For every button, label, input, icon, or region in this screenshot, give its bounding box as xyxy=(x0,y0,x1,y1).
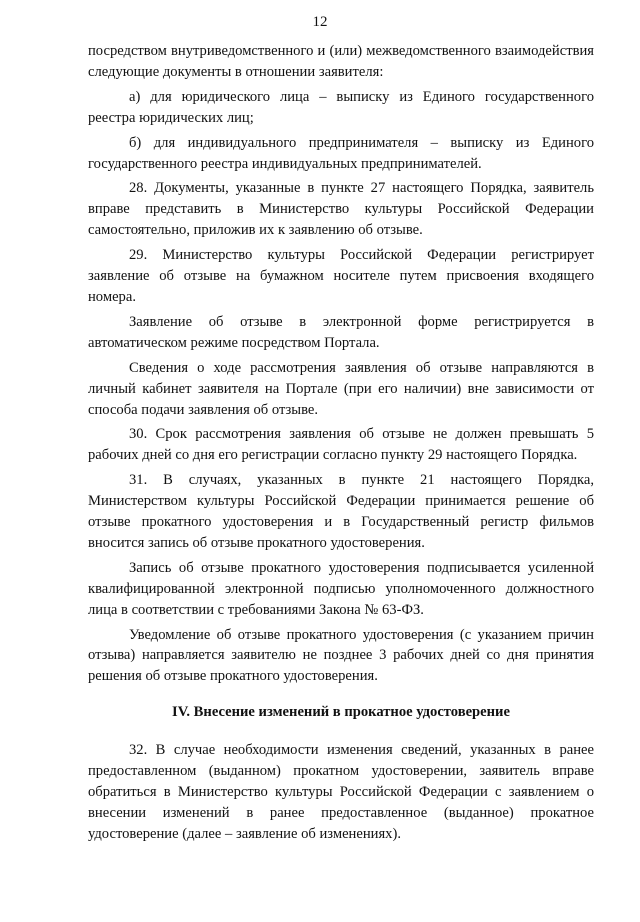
paragraph-31-record: Запись об отзыве прокатного удостоверения подписывается усиленной квалифицированной электронной подписью уполномоченного должностного лица в соответствии с требованиями Закона № 63-ФЗ. xyxy=(88,559,594,618)
paragraph-29-status: Сведения о ходе рассмотрения заявления об отзыве направляются в личный кабинет заявителя на Портале (при его наличии) вне зависимости от способа подачи заявления об отзыве. xyxy=(88,359,594,418)
paragraph-item-a: а) для юридического лица – выписку из Единого государственного реестра юридических лиц; xyxy=(88,88,594,126)
paragraph-31-notice: Уведомление об отзыве прокатного удостоверения (с указанием причин отзыва) направляется заявителю не позднее 3 рабочих дней со дня принятия решения об отзыве прокатного удостоверения. xyxy=(88,626,594,685)
paragraph-continuation: посредством внутриведомственного и (или) межведомственного взаимодействия следующие документы в отношении заявителя: xyxy=(88,43,594,80)
paragraph-29: 29. Министерство культуры Российской Федерации регистрирует заявление об отзыве на бумажном носителе путем присвоения входящего номера. xyxy=(88,247,594,305)
paragraph-28: 28. Документы, указанные в пункте 27 настоящего Порядка, заявитель вправе представить в Министерство культуры Российской Федерации самостоятельно, приложив их к заявлению об отзыве. xyxy=(88,180,594,239)
paragraph-30: 30. Срок рассмотрения заявления об отзыве не должен превышать 5 рабочих дней со дня его регистрации согласно пункту 29 настоящего Порядка. xyxy=(88,426,594,464)
document-body xyxy=(88,41,594,845)
paragraph-31: 31. В случаях, указанных в пункте 21 настоящего Порядка, Министерством культуры Российской Федерации принимается решение об отзыве прокатного удостоверения и в Государственный регистр фильмов вносится запись об отзыве прокатного удостоверения. xyxy=(88,472,594,551)
page-number: 12 xyxy=(312,14,328,30)
section-heading: IV. Внесение изменений в прокатное удостоверение xyxy=(172,704,510,721)
paragraph-29-electronic: Заявление об отзыве в электронной форме регистрируется в автоматическом режиме посредством Портала. xyxy=(88,313,594,351)
paragraph-32: 32. В случае необходимости изменения сведений, указанных в ранее предоставленном (выданном) прокатном удостоверении, заявитель вправе обратиться в Министерство культуры Российской Федерации с заявлением о внесении изменений в ранее предоставленное (выданное) прокатное удостоверение (далее – заявление об изменениях). xyxy=(88,742,594,842)
paragraph-item-b: б) для индивидуального предпринимателя – выписку из Единого государственного реестра индивидуальных предпринимателей. xyxy=(88,134,594,172)
